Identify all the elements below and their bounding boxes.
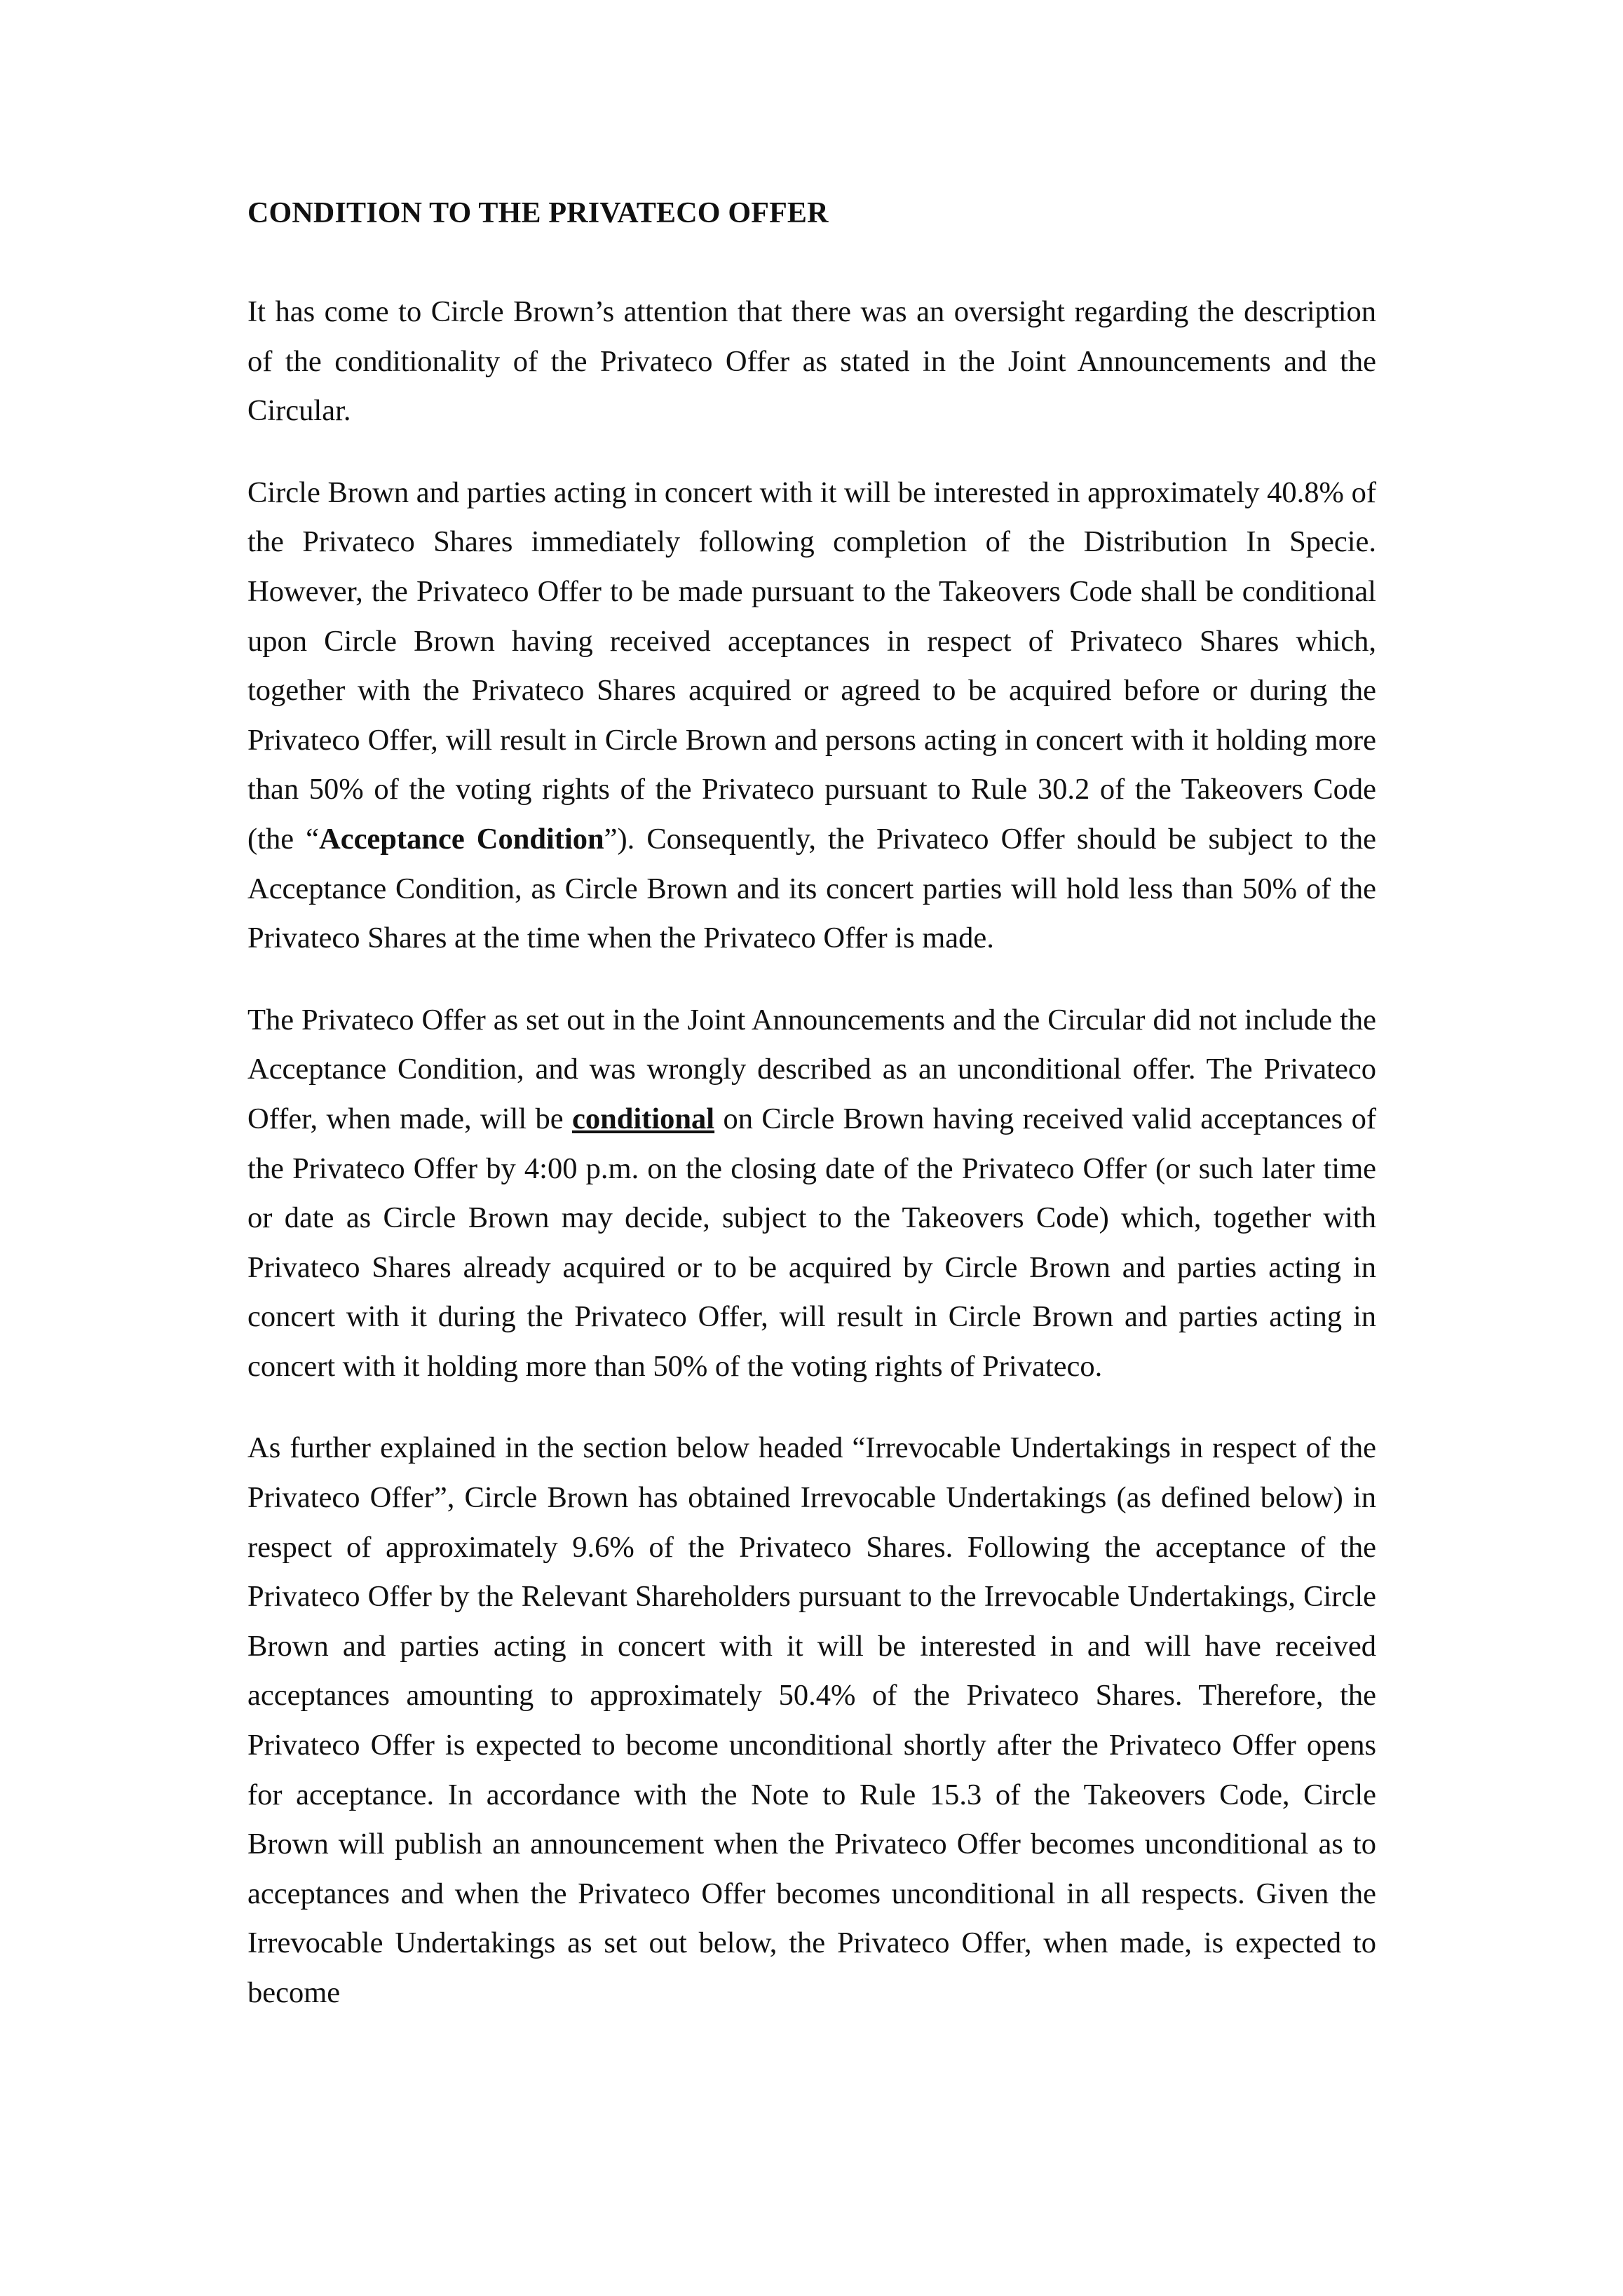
- section-heading: CONDITION TO THE PRIVATECO OFFER: [247, 197, 829, 229]
- paragraph-acceptance-condition: [247, 468, 1376, 964]
- paragraph-conditional-offer: [247, 996, 1376, 1392]
- paragraph-text-before: The Privateco Offer as set out in the Joint Announcements and the Circular did not include the Acceptance Condition, and was wrongly described as an unconditional offer. The Privateco Offer, when made, will be: [247, 1003, 1376, 1135]
- paragraph-text-before: Circle Brown and parties acting in concert with it will be interested in approximately 40.8% of the Privateco Shares immediately following completion of the Distribution In Specie. However, the Privateco Offer to be made pursuant to the Takeovers Code shall be conditional upon Circle Brown having received acceptances in respect of Privateco Shares which, together with the Privateco Shares acquired or agreed to be acquired before or during the Privateco Offer, will result in Circle Brown and persons acting in concert with it holding more than 50% of the voting rights of the Privateco pursuant to Rule 30.2 of the Takeovers Code (the “: [247, 475, 1376, 856]
- emphasis-conditional: conditional: [571, 1102, 715, 1135]
- paragraph-text-after: ”). Consequently, the Privateco Offer should be subject to the Acceptance Condition, as Circle Brown and its concert parties will hold less than 50% of the Privateco Shares at the time when the Privateco Offer is made.: [247, 822, 1376, 955]
- paragraph-text-after: on Circle Brown having received valid acceptances of the Privateco Offer by 4:00 p.m. on the closing date of the Privateco Offer (or such later time or date as Circle Brown may decide, subject to the Takeovers Code) which, together with Privateco Shares already acquired or to be acquired by Circle Brown and parties acting in concert with it during the Privateco Offer, will result in Circle Brown and parties acting in concert with it holding more than 50% of the voting rights of Privateco.: [247, 1102, 1376, 1383]
- document-body: [247, 194, 1376, 2051]
- paragraph-text: It has come to Circle Brown’s attention that there was an oversight regarding the description of the conditionality of the Privateco Offer as stated in the Joint Announcements and the Circular.: [247, 295, 1376, 428]
- paragraph-irrevocable-undertakings: [247, 1424, 1376, 2018]
- paragraph-oversight: [247, 288, 1376, 436]
- paragraph-text: As further explained in the section below headed “Irrevocable Undertakings in respect of the Privateco Offer”, Circle Brown has obtained Irrevocable Undertakings (as defined below) in respect of approximately 9.6% of the Privateco Shares. Following the acceptance of the Privateco Offer by the Relevant Shareholders pursuant to the Irrevocable Undertakings, Circle Brown and parties acting in concert with it will be interested in and will have received acceptances amounting to approximately 50.4% of the Privateco Shares. Therefore, the Privateco Offer is expected to become unconditional shortly after the Privateco Offer opens for acceptance. In accordance with the Note to Rule 15.3 of the Takeovers Code, Circle Brown will publish an announcement when the Privateco Offer becomes unconditional as to acceptances and when the Privateco Offer becomes unconditional in all respects. Given the Irrevocable Undertakings as set out below, the Privateco Offer, when made, is expected to become: [247, 1431, 1376, 2009]
- defined-term-acceptance-condition: Acceptance Condition: [319, 822, 604, 856]
